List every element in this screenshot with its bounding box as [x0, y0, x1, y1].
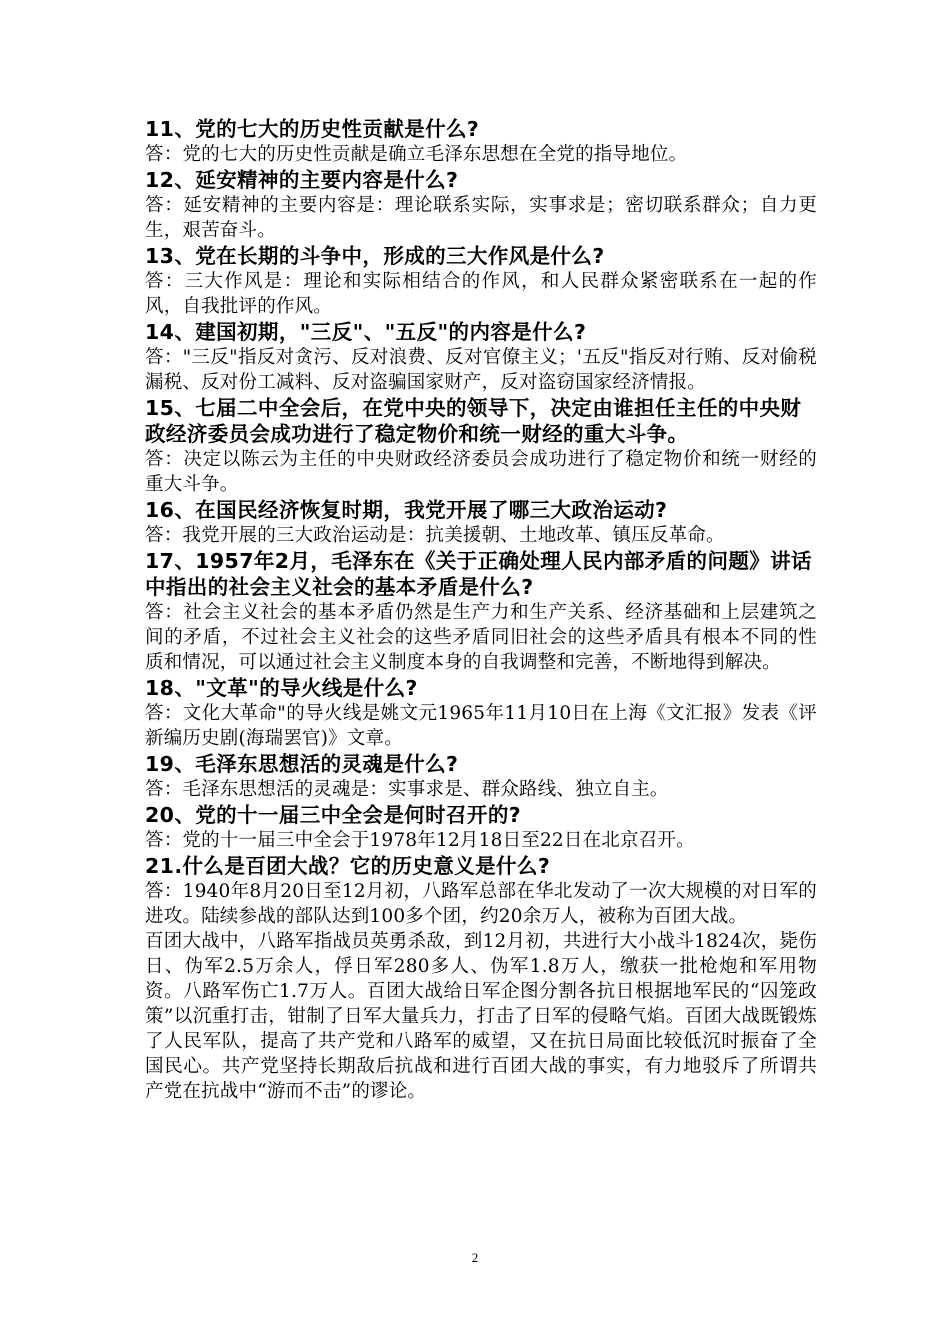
question-15: 15、七届二中全会后，在党中央的领导下，决定由谁担任主任的中央财政经济委员会成功进行了稳定物价和统一财经的重大斗争。: [145, 396, 802, 446]
answer-21-intro: 答：1940年8月20日至12月初，八路军总部在华北发动了一次大规模的对日军的进攻。陆续参战的部队达到100多个团，约20余万人，被称为百团大战。: [145, 881, 817, 927]
question-16: 16、在国民经济恢复时期，我党开展了哪三大政治运动?: [145, 498, 668, 522]
answer-18: 答：文化大革命"的导火线是姚文元1965年11月10日在上海《文汇报》发表《评新编历史剧(海瑞罢官)》文章。: [145, 703, 817, 749]
answer-16: 答：我党开展的三大政治运动是：抗美援朝、土地改革、镇压反革命。: [145, 525, 725, 546]
question-14: 14、建国初期，"三反"、"五反"的内容是什么?: [145, 320, 587, 344]
answer-20: 答：党的十一届三中全会于1978年12月18日至22日在北京召开。: [145, 830, 695, 851]
answer-12: 答：延安精神的主要内容是：理论联系实际，实事求是；密切联系群众；自力更生，艰苦奋斗。: [145, 195, 817, 241]
question-13: 13、党在长期的斗争中，形成的三大作风是什么?: [145, 244, 605, 268]
page-number: 2: [471, 1250, 479, 1265]
question-20: 20、党的十一届三中全会是何时召开的?: [145, 803, 522, 827]
answer-15: 答：决定以陈云为主任的中央财政经济委员会成功进行了稳定物价和统一财经的重大斗争。: [145, 449, 817, 495]
answer-19: 答：毛泽东思想活的灵魂是：实事求是、群众路线、独立自主。: [145, 779, 669, 800]
question-18: 18、"文革"的导火线是什么?: [145, 676, 418, 700]
answer-13: 答：三大作风是：理论和实际相结合的作风，和人民群众紧密联系在一起的作风，自我批评的作风。: [145, 271, 817, 317]
answer-17: 答：社会主义社会的基本矛盾仍然是生产力和生产关系、经济基础和上层建筑之间的矛盾，不过社会主义社会的这些矛盾同旧社会的这些矛盾具有根本不同的性质和情况，可以通过社会主义制度本身的自我调整和完善，不断地得到解决。: [145, 602, 817, 673]
question-11: 11、党的七大的历史性贡献是什么?: [145, 117, 480, 141]
question-17: 17、1957年2月，毛泽东在《关于正确处理人民内部矛盾的问题》讲话中指出的社会主义社会的基本矛盾是什么?: [145, 549, 812, 599]
question-21: 21.什么是百团大战？它的历史意义是什么?: [145, 854, 551, 878]
question-19: 19、毛泽东思想活的灵魂是什么?: [145, 752, 459, 776]
question-12: 12、延安精神的主要内容是什么?: [145, 168, 459, 192]
answer-14: 答："三反"指反对贪污、反对浪费、反对官僚主义；'五反"指反对行贿、反对偷税漏税、反对份工减料、反对盗骗国家财产，反对盗窃国家经济情报。: [145, 347, 817, 393]
document-body: [145, 116, 817, 1104]
answer-21-detail: 百团大战中，八路军指战员英勇杀敌，到12月初，共进行大小战斗1824次，毙伤日、伪军2.5万余人，俘日军280多人、伪军1.8万人，缴获一批枪炮和军用物资。八路军伤亡1.7万人。百团大战给日军企图分割各抗日根据地军民的“囚笼政策”以沉重打击，钳制了日军大量兵力，打击了日军的侵略气焰。百团大战既锻炼了人民军队，提高了共产党和八路军的威望，又在抗日局面比较低沉时振奋了全国民心。共产党坚持长期敌后抗战和进行百团大战的事实，有力地驳斥了所谓共产党在抗战中“游而不击”的谬论。: [145, 931, 817, 1102]
answer-11: 答：党的七大的历史性贡献是确立毛泽东思想在全党的指导地位。: [145, 144, 688, 165]
